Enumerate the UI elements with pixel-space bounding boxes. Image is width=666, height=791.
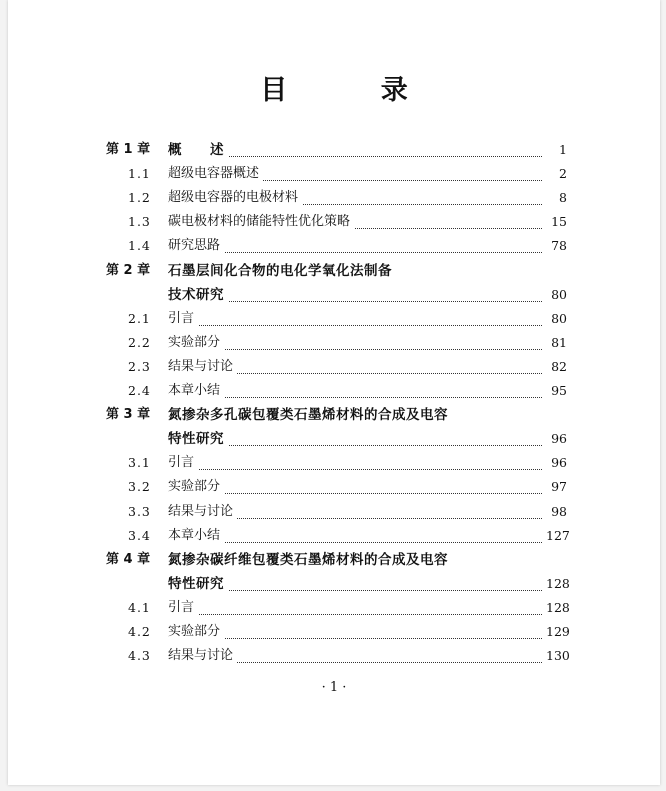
page-number: 128 [543,598,567,618]
page-number: 81 [543,333,567,353]
page-number: 80 [543,309,567,329]
section-title: 研究思路 [168,236,224,256]
dot-leader [168,481,548,494]
section-title: 结果与讨论 [168,646,237,666]
toc-entry[interactable] [8,646,660,666]
toc-entry[interactable] [8,357,660,377]
dot-leader [168,626,548,639]
page-number: 8 [543,188,567,208]
page-number: 130 [543,646,567,666]
section-number: 1.1 [128,166,151,182]
section-title: 实验部分 [168,333,224,353]
toc-entry[interactable] [8,502,660,522]
chapter-number: 第 3 章 [106,407,151,423]
section-number: 1.3 [128,214,151,230]
toc-entry[interactable] [8,622,660,642]
chapter-title: 特性研究 [168,429,228,449]
toc-entry[interactable] [8,140,660,160]
page-number: 1 [543,140,567,160]
toc-entry[interactable] [8,526,660,546]
toc-entry[interactable] [8,188,660,208]
page-number: 97 [543,477,567,497]
dot-leader [168,240,548,253]
section-number: 3.2 [128,479,151,495]
section-title: 实验部分 [168,477,224,497]
toc-entry[interactable] [8,236,660,256]
section-number: 4.1 [128,599,151,615]
chapter-number: 第 2 章 [106,262,151,278]
section-title: 超级电容器的电极材料 [168,188,302,208]
page-title: 目 录 [260,75,450,106]
section-number: 4.3 [128,648,151,664]
page-number: 80 [543,285,567,305]
toc-entry[interactable] [8,405,660,425]
page-number: 2 [543,164,567,184]
dot-leader [168,313,548,326]
section-number: 2.4 [128,383,151,398]
chapter-number: 第 1 章 [106,142,151,157]
chapter-title: 石墨层间化合物的电化学氧化法制备 [168,261,396,281]
section-title: 超级电容器概述 [168,164,263,184]
table-of-contents [8,0,660,785]
chapter-title: 氮掺杂多孔碳包覆类石墨烯材料的合成及电容 [168,405,452,425]
page-number: 96 [543,429,567,449]
section-number: 2.1 [128,310,151,326]
page-number: 78 [543,236,567,256]
page-number: 95 [543,381,567,401]
section-title: 碳电极材料的储能特性优化策略 [168,212,354,232]
section-number: 2.2 [128,334,151,350]
page-number-footer: · 1 · [321,680,347,695]
toc-entry[interactable] [8,381,660,401]
chapter-title: 特性研究 [168,574,228,594]
section-number: 3.4 [128,527,151,543]
toc-entry[interactable] [8,261,660,281]
toc-entry[interactable] [8,550,660,570]
page-number: 127 [543,526,567,546]
section-number: 3.1 [128,455,151,471]
section-title: 本章小结 [168,381,224,401]
section-number: 2.3 [128,358,151,374]
toc-entry[interactable] [8,212,660,232]
dot-leader [168,530,548,543]
toc-entry[interactable] [8,477,660,497]
section-number: 1.4 [128,238,151,254]
page-number: 129 [543,622,567,642]
chapter-title: 氮掺杂碳纤维包覆类石墨烯材料的合成及电容 [168,550,452,570]
page-number: 15 [543,212,567,232]
toc-entry[interactable] [8,598,660,618]
section-title: 引言 [168,309,198,329]
toc-entry[interactable] [8,164,660,184]
toc-entry[interactable] [8,453,660,473]
toc-entry[interactable] [8,429,660,449]
chapter-title: 技术研究 [168,285,228,305]
page-number: 96 [543,453,567,473]
chapter-number: 第 4 章 [106,551,151,567]
section-title: 实验部分 [168,622,224,642]
section-number: 3.3 [128,503,151,519]
chapter-title: 概 述 [168,140,228,160]
toc-entry[interactable] [8,309,660,329]
dot-leader [168,385,548,398]
section-title: 本章小结 [168,526,224,546]
document-page [8,0,660,785]
section-title: 结果与讨论 [168,502,237,522]
section-number: 4.2 [128,624,151,639]
toc-entry[interactable] [8,285,660,305]
dot-leader [168,602,548,615]
page-number: 128 [543,574,567,594]
page-number: 82 [543,357,567,377]
section-title: 引言 [168,598,198,618]
section-title: 结果与讨论 [168,357,237,377]
dot-leader [168,337,548,350]
toc-entry[interactable] [8,333,660,353]
page-number: 98 [543,502,567,522]
toc-entry[interactable] [8,574,660,594]
dot-leader [168,457,548,470]
section-number: 1.2 [128,190,151,206]
section-title: 引言 [168,453,198,473]
